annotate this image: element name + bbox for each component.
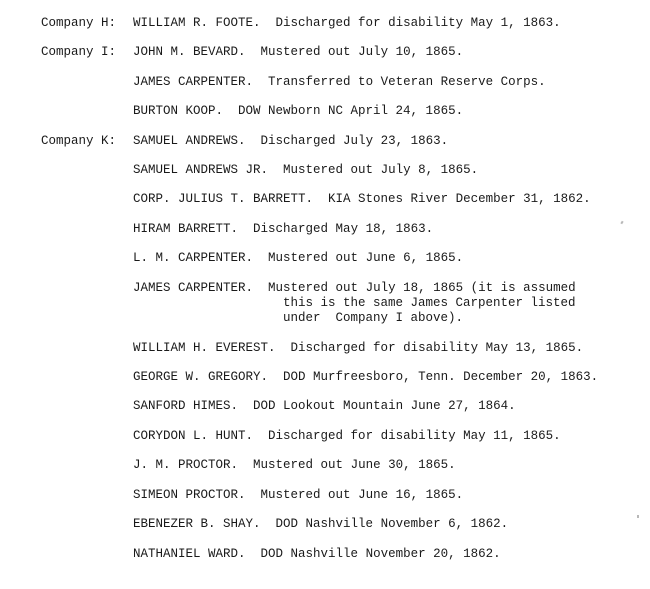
service-detail: Mustered out June 30, 1865. [253, 458, 456, 472]
service-detail: Discharged May 18, 1863. [253, 222, 434, 236]
company-label: Company I: [41, 45, 117, 59]
roster-entry [133, 222, 433, 237]
soldier-name: JAMES CARPENTER. [133, 281, 254, 295]
soldier-name: WILLIAM R. FOOTE. [133, 16, 261, 30]
service-detail: Discharged for disability May 11, 1865. [268, 429, 561, 443]
roster-entry [133, 45, 463, 60]
roster-entry [133, 429, 561, 444]
roster-entry [133, 134, 448, 149]
roster-entry [133, 75, 546, 90]
roster-entry [133, 281, 576, 296]
soldier-name: BURTON KOOP. [133, 104, 224, 118]
service-detail: KIA Stones River December 31, 1862. [328, 192, 591, 206]
soldier-name: JAMES CARPENTER. [133, 75, 254, 89]
roster-entry [133, 370, 598, 385]
soldier-name: CORP. JULIUS T. BARRETT. [133, 192, 314, 206]
scan-speck [637, 515, 639, 518]
service-detail-continued: this is the same James Carpenter listed [283, 296, 576, 310]
soldier-name: JOHN M. BEVARD. [133, 45, 246, 59]
soldier-name: J. M. PROCTOR. [133, 458, 239, 472]
service-detail: DOD Lookout Mountain June 27, 1864. [253, 399, 516, 413]
roster-entry [133, 341, 583, 356]
roster-entry [133, 163, 478, 178]
roster-entry [133, 16, 561, 31]
soldier-name: SANFORD HIMES. [133, 399, 239, 413]
service-detail: Discharged for disability May 1, 1863. [275, 16, 561, 30]
soldier-name: GEORGE W. GREGORY. [133, 370, 269, 384]
service-detail-continued: under Company I above). [283, 311, 464, 325]
service-detail: Transferred to Veteran Reserve Corps. [268, 75, 546, 89]
roster-entry [133, 458, 456, 473]
scan-speck [620, 221, 623, 225]
company-label: Company H: [41, 16, 117, 30]
service-detail: DOD Nashville November 20, 1862. [260, 547, 501, 561]
soldier-name: CORYDON L. HUNT. [133, 429, 254, 443]
roster-entry [133, 399, 516, 414]
service-detail: Mustered out June 16, 1865. [260, 488, 464, 502]
soldier-name: L. M. CARPENTER. [133, 251, 254, 265]
soldier-name: NATHANIEL WARD. [133, 547, 246, 561]
service-detail: DOW Newborn NC April 24, 1865. [238, 104, 464, 118]
service-detail: Discharged July 23, 1863. [260, 134, 449, 148]
roster-entry [133, 488, 463, 503]
roster-entry [133, 104, 463, 119]
service-detail: Mustered out July 10, 1865. [260, 45, 464, 59]
service-detail: Mustered out July 8, 1865. [283, 163, 479, 177]
soldier-name: SIMEON PROCTOR. [133, 488, 246, 502]
roster-entry [133, 517, 508, 532]
soldier-name: HIRAM BARRETT. [133, 222, 239, 236]
service-detail: DOD Nashville November 6, 1862. [275, 517, 509, 531]
service-detail: Mustered out June 6, 1865. [268, 251, 464, 265]
soldier-name: SAMUEL ANDREWS. [133, 134, 246, 148]
service-detail: DOD Murfreesboro, Tenn. December 20, 1863. [283, 370, 599, 384]
soldier-name: EBENEZER B. SHAY. [133, 517, 261, 531]
roster-entry [133, 251, 463, 266]
service-detail: Discharged for disability May 13, 1865. [290, 341, 584, 355]
roster-entry [133, 547, 501, 562]
soldier-name: WILLIAM H. EVEREST. [133, 341, 276, 355]
soldier-name: SAMUEL ANDREWS JR. [133, 163, 269, 177]
company-label: Company K: [41, 134, 117, 148]
service-detail: Mustered out July 18, 1865 (it is assumed [268, 281, 576, 295]
roster-entry [133, 192, 591, 207]
